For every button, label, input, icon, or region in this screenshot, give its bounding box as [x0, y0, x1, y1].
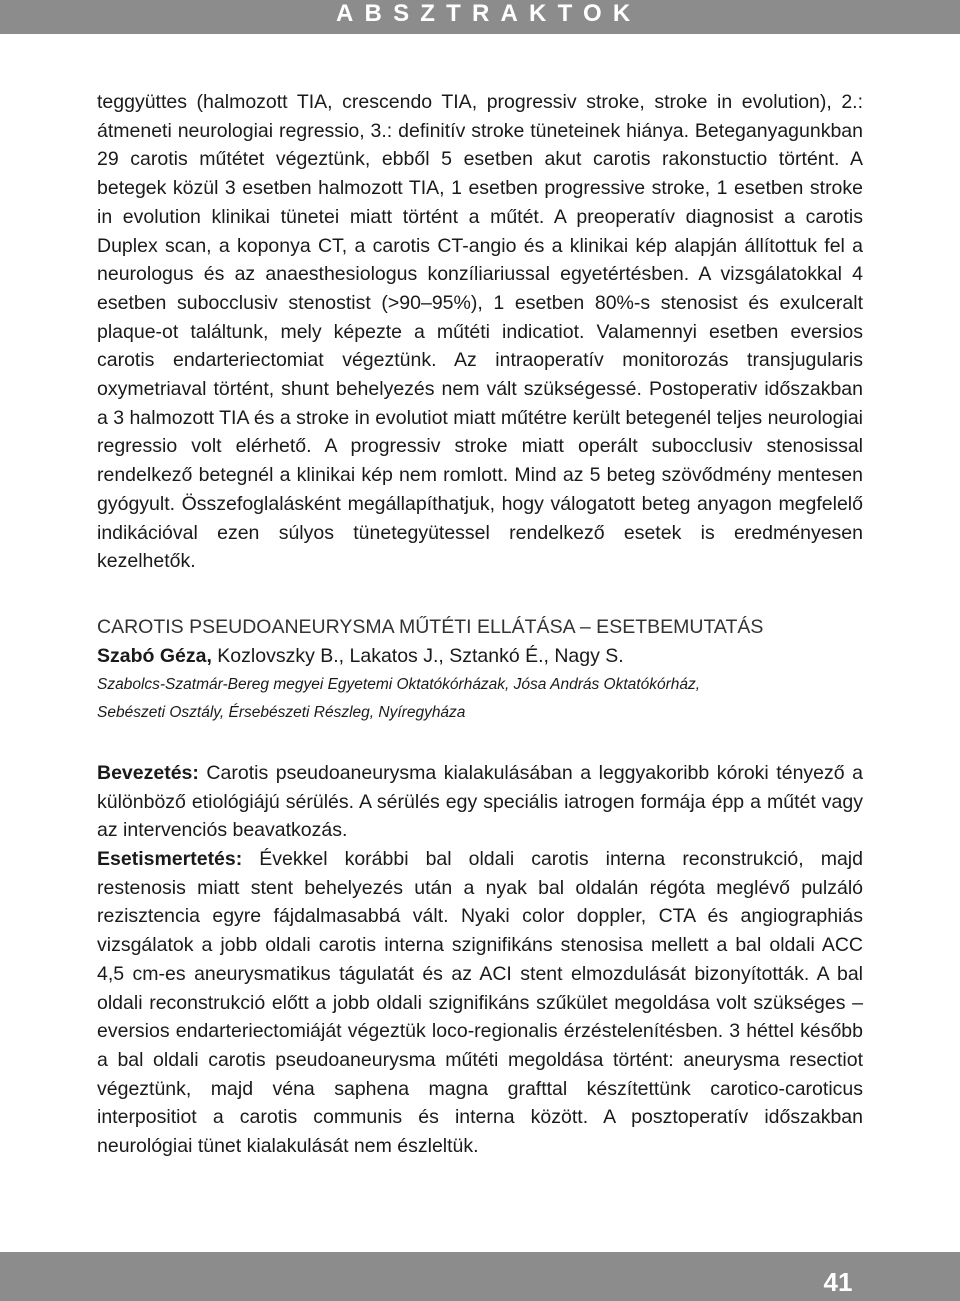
affiliation-line-1: Szabolcs-Szatmár-Bereg megyei Egyetemi Oktatókórházak, Jósa András Oktatókórház,	[97, 675, 701, 693]
case-report-text: Évekkel korábbi bal oldali carotis interna reconstrukció, majd restenosis miatt stent behelyezés után a nyak bal oldalán régóta meglévő pulzáló rezisztencia egyre fájdalmasabbá vált. Nyaki color doppler, CTA és angiographiás vizsgálatok a jobb oldali carotis interna szignifikáns stenosisa mellett a bal oldali ACC 4,5 cm-es aneurysmatikus tágulatát és az ACI stent elmozdulását bizonyították. A bal oldali reconstrukció előtt a jobb oldali szignifikáns szűkület megoldása volt szükséges – eversios endarteriectomiáját végeztük loco-regionalis érzéstelenítésben. 3 héttel később a bal oldali carotis pseudoaneurysma műtéti megoldása történt: aneurysma resectiot végeztünk, majd véna saphena magna grafttal készítettünk carotico-caroticus interpositiot a carotis communis és interna között. A posztoperatív időszakban neurológiai tünet kialakulását nem észleltük.	[97, 848, 863, 1158]
author-list	[97, 642, 863, 671]
intro-paragraph: teggyüttes (halmozott TIA, crescendo TIA, progressiv stroke, stroke in evolution), 2.: átmeneti neurologiai regressio, 3.: definitív stroke tüneteinek hiánya. Beteganyagunkban 29 carotis műtétet végeztünk, ebből 5 esetben akut carotis rakonstuctio történt. A betegek közül 3 esetben halmozott TIA, 1 esetben progressive stroke, 1 esetben stroke in evolution klinikai tünetei miatt történt a műtét. A preoperatív diagnosist a carotis Duplex scan, a koponya CT, a carotis CT-angio és a klinikai kép alapján állítottuk fel a neurologus és az anaesthesiologus konzíliariussal egyetértésben. A vizsgálatokkal 4 esetben subocclusiv stenostist (>90–95%), 1 esetben 80%-s stenosist és exulceralt plaque-ot találtunk, mely képezte a műtéti indicatiot. Valamennyi esetben eversios carotis endarteriectomiat végeztünk. Az intraoperatív monitorozás transjugularis oxymetriaval történt, shunt behelyezés nem vált szükségessé. Postoperativ időszakban a 3 halmozott TIA és a stroke in evolutiot miatt műtétre került betegenél teljes neurologiai regressio volt elérhető. A progressiv stroke miatt operált subocclusiv stenosissal rendelkező betegnél a klinikai kép nem romlott. Mind az 5 beteg szövődmény mentesen gyógyult. Összefoglalásként megállapíthatjuk, hogy válogatott beteg anyagon megfelelő indikációval ezen súlyos tünetegyütessel rendelkező esetek is eredményesen kezelhetők.	[97, 91, 863, 573]
page-content	[97, 88, 863, 1161]
introduction-text: Carotis pseudoaneurysma kialakulásában a leggyakoribb kóroki tényező a különböző etiológiájú sérülés. A sérülés egy speciális iatrogen formája épp a műtét vagy az intervenciós beavatkozás.	[97, 761, 863, 842]
section-header-title: ABSZTRAKTOK	[336, 0, 642, 27]
header-band	[0, 0, 960, 34]
case-report-paragraph	[97, 845, 863, 1161]
introduction-label: Bevezetés:	[97, 761, 199, 784]
affiliation-line-2: Sebészeti Osztály, Érsebészeti Részleg, Nyíregyháza	[97, 704, 466, 722]
page-number: 41	[823, 1267, 853, 1297]
case-report-label: Esetismertetés:	[97, 848, 243, 871]
co-authors: Kozlovszky B., Lakatos J., Sztankó É., Nagy S.	[211, 644, 624, 667]
lead-author: Szabó Géza,	[97, 644, 212, 667]
abstract-title: CAROTIS PSEUDOANEURYSMA MŰTÉTI ELLÁTÁSA – ESETBEMUTATÁS	[97, 615, 764, 638]
introduction-paragraph	[97, 759, 863, 845]
abstract-body	[97, 759, 863, 1161]
